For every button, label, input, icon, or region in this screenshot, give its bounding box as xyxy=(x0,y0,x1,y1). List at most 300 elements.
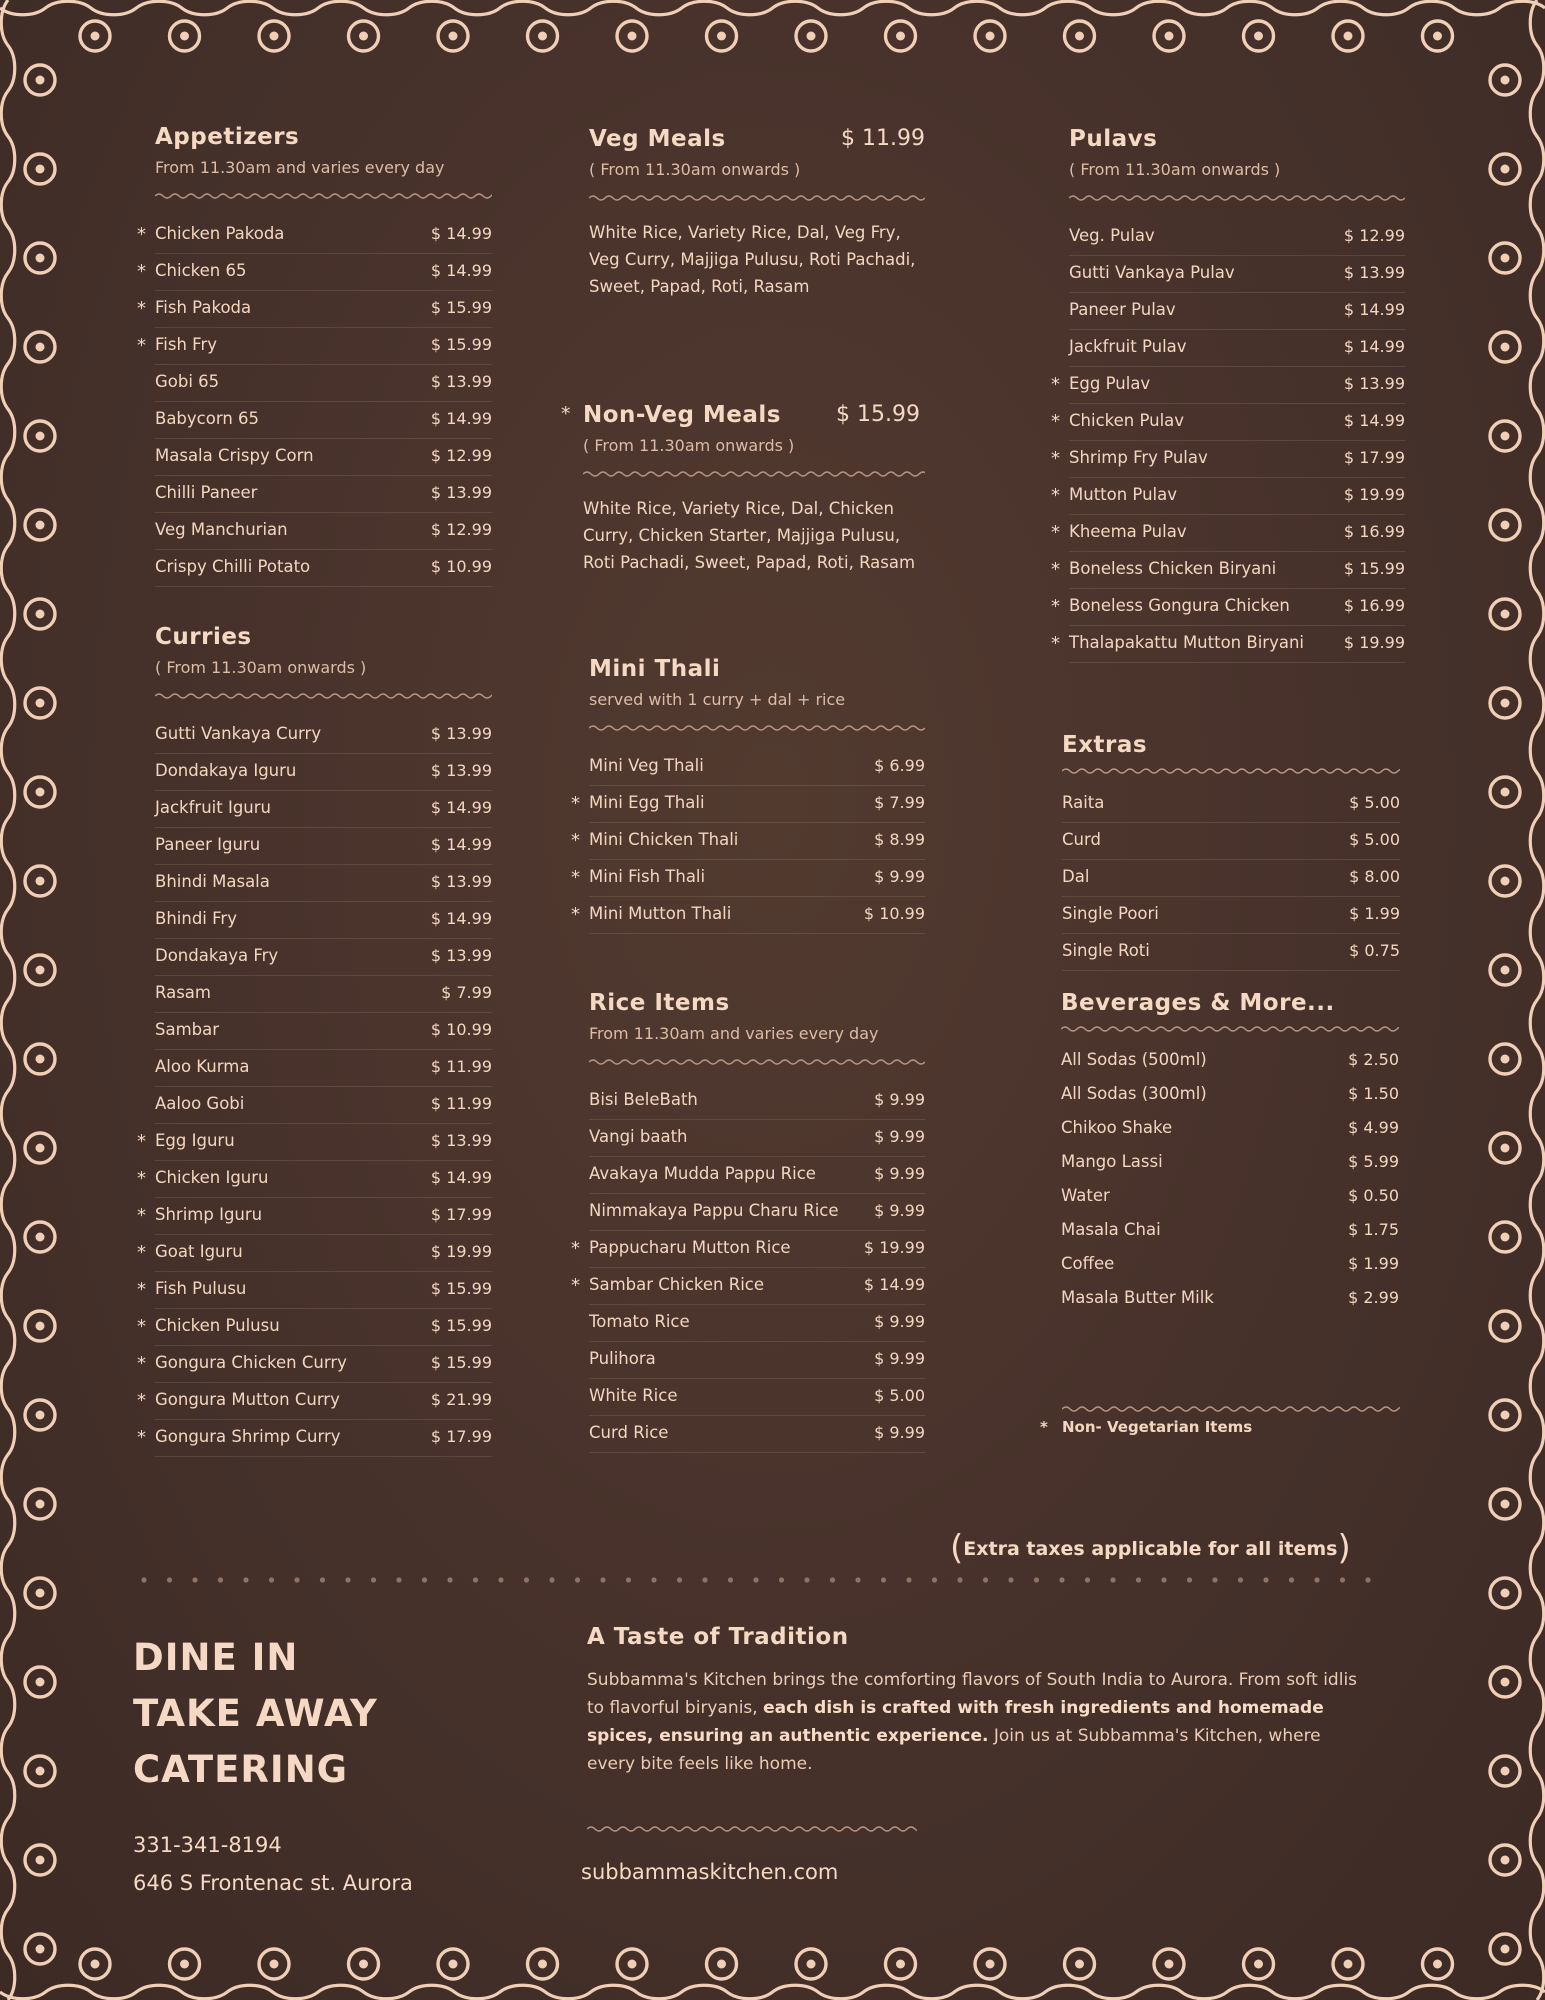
menu-item-price: $ 9.99 xyxy=(874,1164,925,1183)
non-veg-star-icon: * xyxy=(137,1131,146,1152)
menu-item xyxy=(1061,1214,1399,1248)
non-veg-star-icon: * xyxy=(571,904,580,925)
menu-item xyxy=(1062,897,1400,934)
mini-thali-title: Mini Thali xyxy=(589,656,721,682)
menu-item-name: Gutti Vankaya Curry xyxy=(155,724,322,743)
menu-item-price: $ 14.99 xyxy=(430,798,492,817)
menu-item-name: Masala Butter Milk xyxy=(1061,1288,1214,1307)
pulavs-section xyxy=(1051,126,1405,663)
menu-item-price: $ 2.99 xyxy=(1348,1288,1399,1307)
menu-item xyxy=(1051,367,1405,404)
non-veg-star-icon: * xyxy=(571,867,580,888)
non-veg-legend xyxy=(1040,1418,1253,1436)
taxes-note xyxy=(950,1528,1420,1568)
menu-item xyxy=(155,1050,492,1087)
menu-item xyxy=(1062,823,1400,860)
menu-item-name: Dondakaya Fry xyxy=(155,946,279,965)
menu-item-name: Thalapakattu Mutton Biryani xyxy=(1069,633,1304,652)
contact-info xyxy=(133,1826,413,1902)
wavy-divider xyxy=(1062,766,1400,776)
extras-section xyxy=(1062,732,1400,971)
rice-items-section xyxy=(571,990,925,1453)
non-veg-star-icon: * xyxy=(1051,522,1060,543)
veg-meals-price: $ 11.99 xyxy=(841,126,925,151)
nonveg-meals-price: $ 15.99 xyxy=(836,402,920,427)
menu-item xyxy=(1051,478,1405,515)
menu-item xyxy=(137,1272,492,1309)
about-text-bold: each dish is crafted with fresh ingredients and homemade spices, ensuring an authentic experience. xyxy=(587,1698,1324,1746)
about-title: A Taste of Tradition xyxy=(587,1624,849,1650)
menu-item-price: $ 13.99 xyxy=(1343,374,1405,393)
menu-item-price: $ 0.75 xyxy=(1349,941,1400,960)
menu-item xyxy=(155,1087,492,1124)
menu-item xyxy=(1069,219,1405,256)
menu-item xyxy=(571,786,925,823)
menu-item-name: Avakaya Mudda Pappu Rice xyxy=(589,1164,816,1183)
menu-item xyxy=(1069,330,1405,367)
non-veg-star-icon: * xyxy=(571,1238,580,1259)
menu-item xyxy=(571,897,925,934)
menu-item-price: $ 15.99 xyxy=(430,298,492,317)
extras-list xyxy=(1062,786,1400,971)
menu-item-price: $ 14.99 xyxy=(1343,300,1405,319)
menu-item-name: Chicken Pakoda xyxy=(155,224,285,243)
curries-section xyxy=(137,624,492,1457)
service-take-away: TAKE AWAY xyxy=(133,1692,378,1735)
paren-close: ) xyxy=(1337,1528,1351,1568)
wavy-divider xyxy=(587,1824,917,1834)
menu-item-name: Dal xyxy=(1062,867,1090,886)
menu-item-price: $ 5.00 xyxy=(1349,793,1400,812)
menu-item-price: $ 9.99 xyxy=(874,1349,925,1368)
menu-item-name: Fish Fry xyxy=(155,335,218,354)
menu-item xyxy=(155,754,492,791)
menu-item xyxy=(589,1194,925,1231)
address: 646 S Frontenac st. Aurora xyxy=(133,1871,413,1895)
menu-item-name: Paneer Iguru xyxy=(155,835,261,854)
menu-item-name: Boneless Chicken Biryani xyxy=(1069,559,1277,578)
menu-item-price: $ 15.99 xyxy=(430,1316,492,1335)
menu-item xyxy=(1069,256,1405,293)
beverages-title: Beverages & More... xyxy=(1061,990,1335,1016)
curries-list xyxy=(137,717,492,1457)
menu-item-name: Nimmakaya Pappu Charu Rice xyxy=(589,1201,839,1220)
menu-item-price: $ 15.99 xyxy=(430,335,492,354)
menu-item-name: Bhindi Fry xyxy=(155,909,237,928)
menu-item-name: Masala Chai xyxy=(1061,1220,1161,1239)
menu-item xyxy=(1061,1248,1399,1282)
menu-item-price: $ 12.99 xyxy=(1343,226,1405,245)
menu-item-name: Bhindi Masala xyxy=(155,872,270,891)
menu-item-price: $ 15.99 xyxy=(1343,559,1405,578)
menu-item-price: $ 16.99 xyxy=(1343,596,1405,615)
menu-item-price: $ 1.99 xyxy=(1349,904,1400,923)
menu-item-name: Water xyxy=(1061,1186,1110,1205)
menu-item-name: Single Roti xyxy=(1062,941,1150,960)
menu-item-name: Gutti Vankaya Pulav xyxy=(1069,263,1235,282)
menu-item-price: $ 13.99 xyxy=(430,761,492,780)
mini-thali-section xyxy=(571,656,925,934)
nonveg-meals-description: White Rice, Variety Rice, Dal, Chicken Curry, Chicken Starter, Majjiga Pulusu, Roti Pachadi, Sweet, Papad, Roti, Rasam xyxy=(583,499,916,572)
menu-item xyxy=(155,365,492,402)
menu-item-name: Babycorn 65 xyxy=(155,409,260,428)
menu-item-price: $ 13.99 xyxy=(1343,263,1405,282)
menu-item-name: Veg Manchurian xyxy=(155,520,288,539)
non-veg-star-icon: * xyxy=(137,1242,146,1263)
menu-item-name: Chicken Pulusu xyxy=(155,1316,280,1335)
menu-item-price: $ 1.99 xyxy=(1348,1254,1399,1273)
menu-item xyxy=(1051,589,1405,626)
menu-item-name: Goat Iguru xyxy=(155,1242,243,1261)
services-list xyxy=(133,1630,378,1798)
menu-item xyxy=(1061,1180,1399,1214)
curries-subtitle: ( From 11.30am onwards ) xyxy=(155,658,367,677)
menu-item-name: Pappucharu Mutton Rice xyxy=(589,1238,791,1257)
menu-item-price: $ 1.75 xyxy=(1348,1220,1399,1239)
menu-item-name: Boneless Gongura Chicken xyxy=(1069,596,1290,615)
rice-items-list xyxy=(571,1083,925,1453)
menu-item xyxy=(589,1083,925,1120)
menu-item xyxy=(155,1013,492,1050)
wavy-divider xyxy=(155,691,492,701)
menu-item-name: Crispy Chilli Potato xyxy=(155,557,311,576)
menu-item-name: Mini Chicken Thali xyxy=(589,830,739,849)
menu-item-name: Curd Rice xyxy=(589,1423,669,1442)
non-veg-star-icon: * xyxy=(1051,448,1060,469)
menu-item-name: All Sodas (500ml) xyxy=(1061,1050,1207,1069)
wavy-divider xyxy=(1062,1404,1400,1414)
menu-item-name: Mini Egg Thali xyxy=(589,793,705,812)
appetizers-subtitle: From 11.30am and varies every day xyxy=(155,158,445,177)
menu-item xyxy=(155,550,492,587)
beverages-section xyxy=(1061,990,1399,1316)
menu-item-price: $ 9.99 xyxy=(874,867,925,886)
curries-title: Curries xyxy=(155,624,252,650)
menu-item xyxy=(589,1305,925,1342)
about-text-part-1: Subbamma's Kitchen brings the comforting flavors of South India to Aurora. From soft idlis to flavorful biryanis, xyxy=(587,1670,1358,1718)
veg-meals-description: White Rice, Variety Rice, Dal, Veg Fry, Veg Curry, Majjiga Pulusu, Roti Pachadi, Sweet, Papad, Roti, Rasam xyxy=(589,223,916,296)
menu-item-price: $ 14.99 xyxy=(430,261,492,280)
menu-item xyxy=(571,1268,925,1305)
menu-item-price: $ 7.99 xyxy=(874,793,925,812)
menu-item-name: Gongura Mutton Curry xyxy=(155,1390,340,1409)
menu-item-name: Egg Pulav xyxy=(1069,374,1151,393)
non-veg-star-icon: * xyxy=(137,1390,146,1411)
wavy-divider xyxy=(1061,1024,1399,1034)
menu-item-price: $ 19.99 xyxy=(430,1242,492,1261)
menu-item xyxy=(137,1383,492,1420)
menu-item xyxy=(1069,293,1405,330)
menu-item-name: Bisi BeleBath xyxy=(589,1090,698,1109)
non-veg-star-icon: * xyxy=(137,335,146,356)
extras-title: Extras xyxy=(1062,732,1148,758)
menu-item xyxy=(137,1346,492,1383)
menu-item-price: $ 19.99 xyxy=(1343,633,1405,652)
wavy-divider xyxy=(1069,193,1405,203)
menu-item xyxy=(155,939,492,976)
menu-item-name: Aloo Kurma xyxy=(155,1057,250,1076)
appetizers-list xyxy=(137,217,492,587)
pulavs-title: Pulavs xyxy=(1069,126,1158,152)
dotted-divider xyxy=(140,1576,1390,1584)
menu-item-price: $ 14.99 xyxy=(430,909,492,928)
veg-meals-title: Veg Meals xyxy=(589,126,726,152)
menu-item-price: $ 13.99 xyxy=(430,372,492,391)
menu-item-name: Shrimp Iguru xyxy=(155,1205,263,1224)
menu-item xyxy=(589,1120,925,1157)
menu-item xyxy=(155,717,492,754)
non-veg-star-icon: * xyxy=(571,830,580,851)
menu-item-price: $ 0.50 xyxy=(1348,1186,1399,1205)
menu-item-price: $ 14.99 xyxy=(430,1168,492,1187)
rice-items-title: Rice Items xyxy=(589,990,730,1016)
non-veg-star-icon: * xyxy=(137,298,146,319)
legend-star-icon: * xyxy=(1040,1418,1048,1436)
wavy-divider xyxy=(583,469,925,479)
menu-item-name: Tomato Rice xyxy=(589,1312,690,1331)
rice-items-subtitle: From 11.30am and varies every day xyxy=(589,1024,879,1043)
menu-item-price: $ 10.99 xyxy=(430,1020,492,1039)
non-veg-star-icon: * xyxy=(137,1205,146,1226)
menu-item-price: $ 9.99 xyxy=(874,1312,925,1331)
menu-item xyxy=(1051,515,1405,552)
pulavs-subtitle: ( From 11.30am onwards ) xyxy=(1069,160,1281,179)
wavy-divider xyxy=(155,191,492,201)
non-veg-star-icon: * xyxy=(571,1275,580,1296)
menu-item-name: Single Poori xyxy=(1062,904,1159,923)
menu-item-price: $ 17.99 xyxy=(1343,448,1405,467)
wavy-divider xyxy=(589,723,925,733)
menu-item-name: Jackfruit Iguru xyxy=(155,798,271,817)
menu-item xyxy=(137,1309,492,1346)
pulavs-list xyxy=(1051,219,1405,663)
non-veg-star-icon: * xyxy=(137,1316,146,1337)
non-veg-star-icon: * xyxy=(1051,374,1060,395)
non-veg-star-icon: * xyxy=(137,1168,146,1189)
menu-item xyxy=(137,1161,492,1198)
menu-item-price: $ 11.99 xyxy=(430,1057,492,1076)
veg-meals-subtitle: ( From 11.30am onwards ) xyxy=(589,160,801,179)
non-veg-star-icon: * xyxy=(1051,485,1060,506)
wavy-divider xyxy=(589,1057,925,1067)
about-text-part-2: Join us at Subbamma's Kitchen, where every bite feels like home. xyxy=(587,1726,1321,1774)
appetizers-section xyxy=(137,124,492,587)
menu-item xyxy=(137,254,492,291)
menu-item xyxy=(571,860,925,897)
menu-item xyxy=(589,749,925,786)
about-text xyxy=(587,1666,1367,1778)
menu-item-price: $ 10.99 xyxy=(863,904,925,923)
nonveg-meals-title: Non-Veg Meals xyxy=(583,402,781,428)
menu-item-name: Fish Pulusu xyxy=(155,1279,247,1298)
menu-item-price: $ 14.99 xyxy=(1343,337,1405,356)
non-veg-star-icon: * xyxy=(1051,411,1060,432)
menu-item-name: Dondakaya Iguru xyxy=(155,761,297,780)
menu-item-name: Chikoo Shake xyxy=(1061,1118,1173,1137)
menu-item-price: $ 2.50 xyxy=(1348,1050,1399,1069)
menu-item-name: Chilli Paneer xyxy=(155,483,258,502)
menu-item-price: $ 5.00 xyxy=(874,1386,925,1405)
menu-item-name: Gongura Chicken Curry xyxy=(155,1353,347,1372)
about-section xyxy=(587,1624,1367,1778)
non-veg-star-icon: * xyxy=(137,224,146,245)
menu-item xyxy=(137,1198,492,1235)
menu-item-name: Chicken Iguru xyxy=(155,1168,269,1187)
menu-item-name: Raita xyxy=(1062,793,1105,812)
nonveg-star-icon: * xyxy=(561,403,571,425)
menu-item-price: $ 15.99 xyxy=(430,1279,492,1298)
menu-item-price: $ 14.99 xyxy=(430,224,492,243)
menu-item-name: Veg. Pulav xyxy=(1069,226,1155,245)
menu-item-price: $ 19.99 xyxy=(863,1238,925,1257)
menu-item-name: Aaloo Gobi xyxy=(155,1094,245,1113)
menu-item-price: $ 19.99 xyxy=(1343,485,1405,504)
non-veg-star-icon: * xyxy=(137,1279,146,1300)
phone-number[interactable]: 331-341-8194 xyxy=(133,1833,282,1857)
menu-item-name: Pulihora xyxy=(589,1349,656,1368)
menu-item-price: $ 14.99 xyxy=(1343,411,1405,430)
menu-item-price: $ 13.99 xyxy=(430,946,492,965)
menu-item xyxy=(571,1231,925,1268)
menu-item-name: Kheema Pulav xyxy=(1069,522,1187,541)
menu-item xyxy=(571,823,925,860)
menu-item-price: $ 7.99 xyxy=(441,983,492,1002)
mini-thali-subtitle: served with 1 curry + dal + rice xyxy=(589,690,846,709)
menu-item xyxy=(155,902,492,939)
menu-item-price: $ 17.99 xyxy=(430,1427,492,1446)
menu-item-name: Chicken Pulav xyxy=(1069,411,1185,430)
menu-item-price: $ 16.99 xyxy=(1343,522,1405,541)
non-veg-star-icon: * xyxy=(1051,633,1060,654)
nonveg-meals-section xyxy=(561,402,925,576)
menu-item-price: $ 8.00 xyxy=(1349,867,1400,886)
menu-item-price: $ 21.99 xyxy=(430,1390,492,1409)
menu-item xyxy=(1061,1078,1399,1112)
menu-item-name: Gongura Shrimp Curry xyxy=(155,1427,341,1446)
menu-item-price: $ 14.99 xyxy=(863,1275,925,1294)
menu-item xyxy=(1062,786,1400,823)
menu-item-price: $ 4.99 xyxy=(1348,1118,1399,1137)
menu-item xyxy=(155,513,492,550)
taxes-text: Extra taxes applicable for all items xyxy=(963,1538,1338,1560)
menu-item-price: $ 12.99 xyxy=(430,520,492,539)
nonveg-meals-subtitle: ( From 11.30am onwards ) xyxy=(583,436,795,455)
menu-item xyxy=(1051,552,1405,589)
non-veg-star-icon: * xyxy=(137,261,146,282)
menu-item-price: $ 17.99 xyxy=(430,1205,492,1224)
menu-item-name: Paneer Pulav xyxy=(1069,300,1176,319)
menu-item-name: Rasam xyxy=(155,983,211,1002)
service-catering: CATERING xyxy=(133,1748,349,1791)
menu-item xyxy=(137,291,492,328)
menu-item-price: $ 5.99 xyxy=(1348,1152,1399,1171)
menu-item-name: Mini Fish Thali xyxy=(589,867,706,886)
service-dine-in: DINE IN xyxy=(133,1636,299,1679)
paren-open: ( xyxy=(950,1528,964,1568)
menu-item-price: $ 8.99 xyxy=(874,830,925,849)
menu-item xyxy=(137,1235,492,1272)
menu-item xyxy=(137,1420,492,1457)
non-veg-star-icon: * xyxy=(571,793,580,814)
menu-item xyxy=(155,865,492,902)
menu-item xyxy=(589,1416,925,1453)
menu-item xyxy=(1061,1112,1399,1146)
menu-item-price: $ 14.99 xyxy=(430,835,492,854)
menu-item xyxy=(155,791,492,828)
menu-item-name: All Sodas (300ml) xyxy=(1061,1084,1207,1103)
menu-item-price: $ 9.99 xyxy=(874,1090,925,1109)
menu-item-name: Mutton Pulav xyxy=(1069,485,1178,504)
appetizers-title: Appetizers xyxy=(155,124,300,150)
menu-item-name: Sambar xyxy=(155,1020,220,1039)
menu-item xyxy=(155,402,492,439)
website-link[interactable]: subbammaskitchen.com xyxy=(581,1860,839,1884)
menu-item-name: Curd xyxy=(1062,830,1101,849)
menu-item-name: Sambar Chicken Rice xyxy=(589,1275,764,1294)
menu-item-price: $ 10.99 xyxy=(430,557,492,576)
menu-item xyxy=(1061,1044,1399,1078)
menu-item-price: $ 11.99 xyxy=(430,1094,492,1113)
menu-item-name: Fish Pakoda xyxy=(155,298,252,317)
menu-item xyxy=(589,1379,925,1416)
menu-item xyxy=(155,976,492,1013)
menu-item-price: $ 9.99 xyxy=(874,1127,925,1146)
menu-item-price: $ 9.99 xyxy=(874,1201,925,1220)
menu-item-name: Masala Crispy Corn xyxy=(155,446,314,465)
menu-item xyxy=(589,1342,925,1379)
menu-item-name: Mini Veg Thali xyxy=(589,756,704,775)
menu-item xyxy=(1051,441,1405,478)
menu-item-price: $ 15.99 xyxy=(430,1353,492,1372)
menu-item-price: $ 9.99 xyxy=(874,1423,925,1442)
menu-item-price: $ 13.99 xyxy=(430,872,492,891)
beverages-list xyxy=(1061,1044,1399,1316)
menu-item-name: Jackfruit Pulav xyxy=(1069,337,1187,356)
menu-item-name: Coffee xyxy=(1061,1254,1115,1273)
menu-item xyxy=(1062,860,1400,897)
menu-item-name: Vangi baath xyxy=(589,1127,688,1146)
menu-item-price: $ 1.50 xyxy=(1348,1084,1399,1103)
menu-item xyxy=(137,328,492,365)
non-veg-star-icon: * xyxy=(1051,559,1060,580)
menu-item-name: Egg Iguru xyxy=(155,1131,235,1150)
menu-item xyxy=(137,217,492,254)
menu-item-price: $ 12.99 xyxy=(430,446,492,465)
menu-item xyxy=(1062,934,1400,971)
menu-item-name: Chicken 65 xyxy=(155,261,247,280)
menu-item xyxy=(1051,404,1405,441)
non-veg-star-icon: * xyxy=(137,1353,146,1374)
mini-thali-list xyxy=(571,749,925,934)
menu-item-price: $ 13.99 xyxy=(430,483,492,502)
menu-item xyxy=(137,1124,492,1161)
menu-item xyxy=(155,828,492,865)
menu-item-price: $ 13.99 xyxy=(430,724,492,743)
menu-item xyxy=(1061,1146,1399,1180)
wavy-divider xyxy=(589,193,925,203)
menu-item-price: $ 13.99 xyxy=(430,1131,492,1150)
menu-item-name: White Rice xyxy=(589,1386,678,1405)
legend-text: Non- Vegetarian Items xyxy=(1062,1418,1253,1436)
menu-item-name: Mango Lassi xyxy=(1061,1152,1163,1171)
menu-item-price: $ 6.99 xyxy=(874,756,925,775)
menu-item-name: Gobi 65 xyxy=(155,372,220,391)
menu-item-price: $ 14.99 xyxy=(430,409,492,428)
menu-item xyxy=(155,439,492,476)
menu-item xyxy=(589,1157,925,1194)
menu-item-name: Shrimp Fry Pulav xyxy=(1069,448,1208,467)
menu-item xyxy=(155,476,492,513)
